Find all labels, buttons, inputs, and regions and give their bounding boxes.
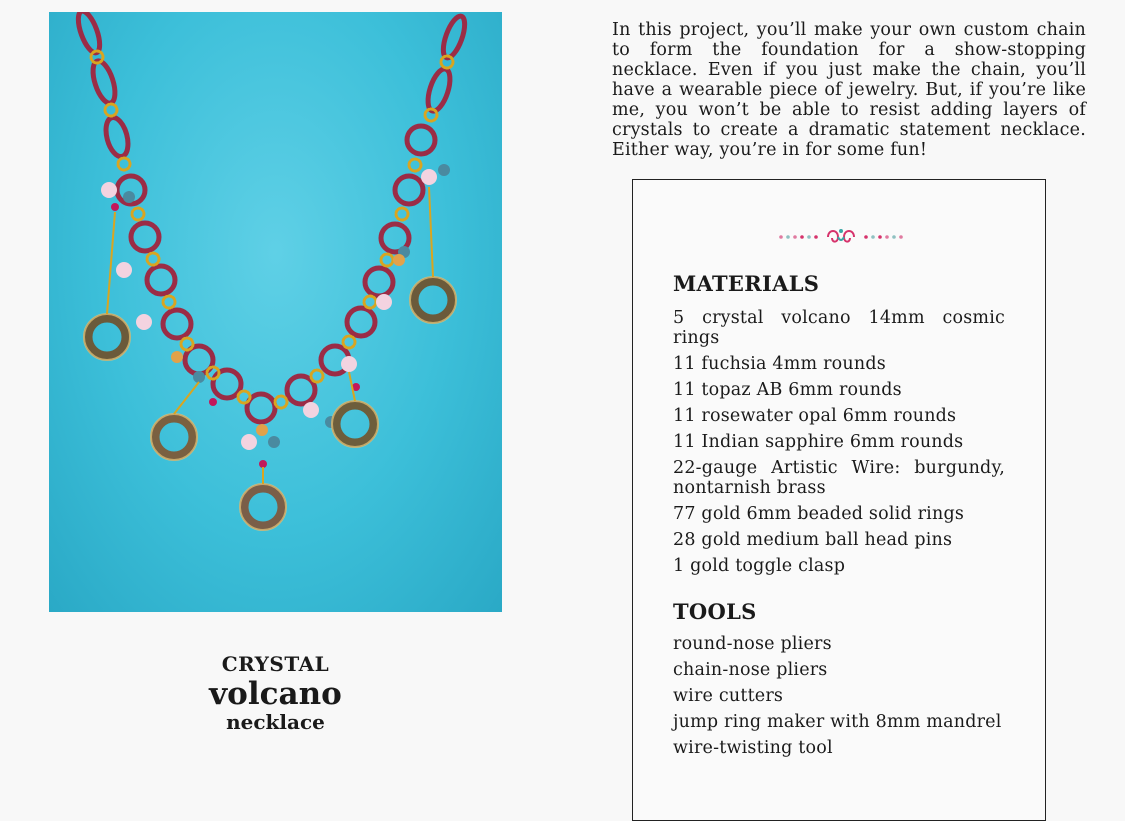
flourish-ornament-icon bbox=[778, 225, 904, 249]
list-item: 5 crystal volcano 14mm cosmic rings bbox=[673, 308, 1005, 348]
list-item: 28 gold medium ball head pins bbox=[673, 530, 953, 550]
materials-list bbox=[673, 308, 1005, 582]
list-item: 22-gauge Artistic Wire: burgundy, nontarnish brass bbox=[673, 458, 1005, 498]
caption-line-3: necklace bbox=[226, 710, 325, 734]
list-item: 11 fuchsia 4mm rounds bbox=[673, 354, 886, 374]
list-item: wire-twisting tool bbox=[673, 738, 833, 758]
list-item: 11 topaz AB 6mm rounds bbox=[673, 380, 902, 400]
tools-list bbox=[673, 634, 1005, 764]
caption-line-1: CRYSTAL bbox=[221, 652, 330, 676]
intro-paragraph: In this project, you’ll make your own custom chain to form the foundation for a show-stopping necklace. Even if you just make the chain, you’ll have a wearable piece of jewelry. But, if you’re like me, you won’t be able to resist adding layers of crystals to create a dramatic statement necklace. Either way, you’re in for some fun! bbox=[612, 20, 1086, 160]
list-item: 77 gold 6mm beaded solid rings bbox=[673, 504, 965, 524]
list-item: 11 Indian sapphire 6mm rounds bbox=[673, 432, 964, 452]
caption-line-2: volcano bbox=[209, 676, 342, 712]
materials-heading: MATERIALS bbox=[673, 271, 820, 296]
list-item: 1 gold toggle clasp bbox=[673, 556, 846, 576]
list-item: 11 rosewater opal 6mm rounds bbox=[673, 406, 957, 426]
necklace-photo bbox=[49, 12, 502, 612]
list-item: jump ring maker with 8mm mandrel bbox=[673, 712, 1002, 732]
list-item: wire cutters bbox=[673, 686, 784, 706]
list-item: round-nose pliers bbox=[673, 634, 832, 654]
list-item: chain-nose pliers bbox=[673, 660, 828, 680]
necklace-illustration bbox=[49, 12, 502, 612]
tools-heading: TOOLS bbox=[673, 599, 757, 624]
materials-box bbox=[632, 179, 1046, 821]
